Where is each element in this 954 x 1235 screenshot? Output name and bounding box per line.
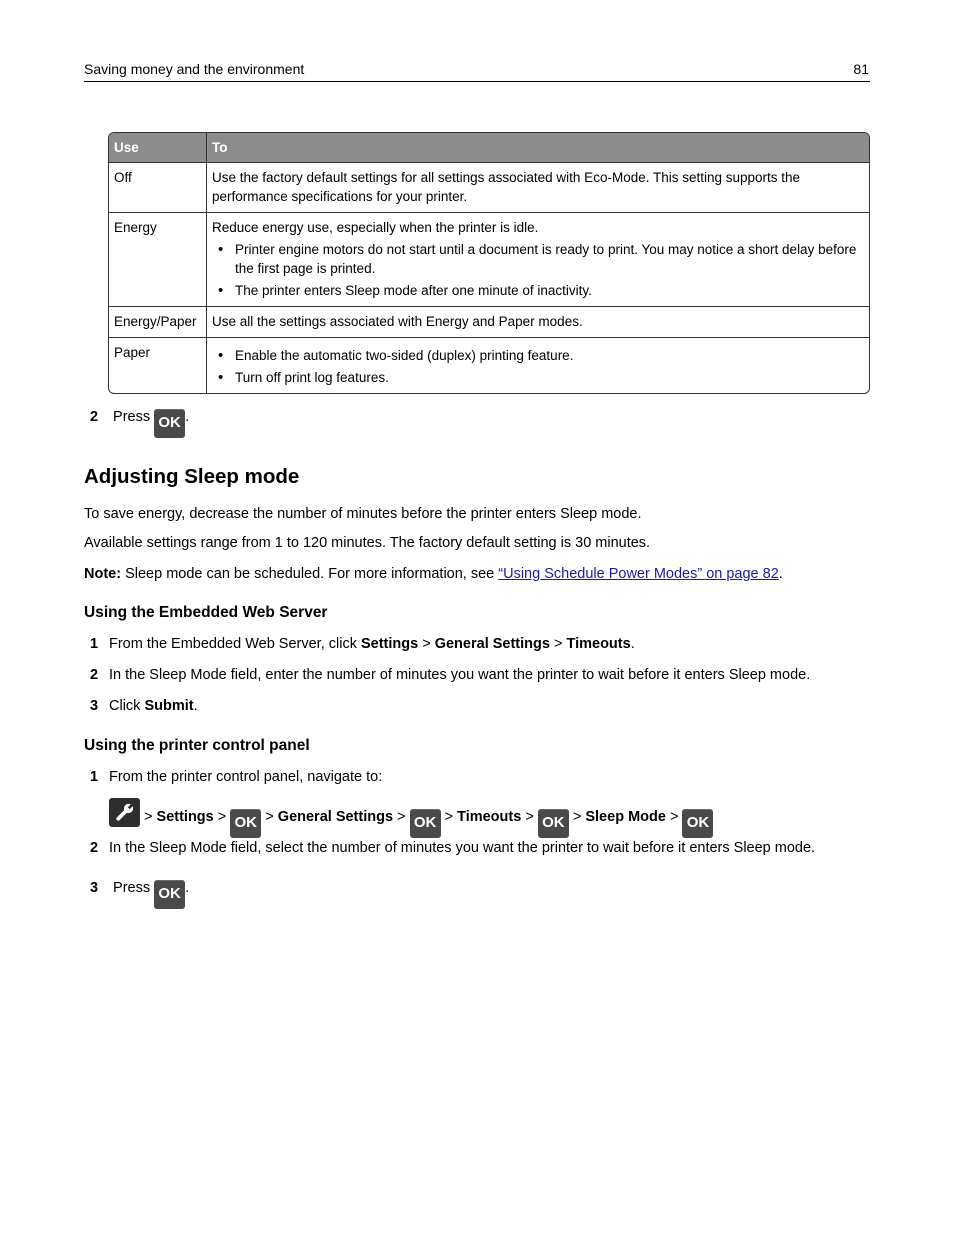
column-header-use: Use xyxy=(109,133,207,162)
ok-button-icon: OK xyxy=(682,809,713,838)
mode-description: Use all the settings associated with Energy and Paper modes. xyxy=(207,306,869,337)
ews-step-1 xyxy=(90,636,635,652)
bullet-list xyxy=(212,346,864,387)
separator: > xyxy=(665,809,683,825)
mode-description: Reduce energy use, especially when the printer is idle. xyxy=(212,220,539,235)
step-text: Press xyxy=(113,880,151,896)
mode-description-cell xyxy=(207,212,869,306)
step-end: . xyxy=(630,636,635,652)
section-title: Adjusting Sleep mode xyxy=(84,465,300,488)
menu-item: Settings xyxy=(360,636,419,652)
separator: > xyxy=(549,636,567,652)
mode-name: Off xyxy=(109,162,207,212)
step-number: 2 xyxy=(90,409,99,425)
table-row xyxy=(109,306,869,337)
table-header-row xyxy=(109,133,869,162)
menu-item: General Settings xyxy=(277,809,394,825)
note-label: Note: xyxy=(84,566,122,582)
list-item: • Enable the automatic two‑sided (duplex) printing feature. xyxy=(230,346,864,365)
step-end: . xyxy=(193,698,198,714)
column-header-to: To xyxy=(207,133,869,162)
separator: > xyxy=(440,809,458,825)
mode-name: Energy xyxy=(109,212,207,306)
ok-button-icon: OK xyxy=(410,809,441,838)
menu-item: Sleep Mode xyxy=(585,809,666,825)
step-text: In the Sleep Mode field, enter the number of minutes you want the printer to wait before it enters Sleep mode. xyxy=(109,667,811,683)
mode-description: Use the factory default settings for all settings associated with Eco‑Mode. This setting supports the performance specifications for your printer. xyxy=(207,162,869,212)
step-text: From the Embedded Web Server, click xyxy=(109,636,361,652)
ok-button-icon: OK xyxy=(154,409,185,438)
running-header-title: Saving money and the environment xyxy=(84,61,305,77)
ews-step-2 xyxy=(90,667,810,683)
step-number: 3 xyxy=(90,698,99,714)
separator: > xyxy=(521,809,538,825)
separator: > xyxy=(140,809,157,825)
list-item: • The printer enters Sleep mode after one minute of inactivity. xyxy=(230,281,864,300)
step-text: Click xyxy=(109,698,145,714)
panel-step-1 xyxy=(90,769,382,785)
step-text: In the Sleep Mode field, select the number of minutes you want the printer to wait before it enters Sleep mode. xyxy=(109,840,816,856)
menu-item: Timeouts xyxy=(566,636,631,652)
mode-description-cell xyxy=(207,337,869,393)
ok-button-icon: OK xyxy=(154,880,185,909)
ok-button-icon: OK xyxy=(230,809,261,838)
table-row xyxy=(109,212,869,306)
header-divider xyxy=(84,81,870,82)
panel-step-2 xyxy=(90,840,815,856)
step-press-ok xyxy=(90,409,189,438)
menu-item: Timeouts xyxy=(457,809,522,825)
step-number: 1 xyxy=(90,636,99,652)
list-item: • Printer engine motors do not start until a document is ready to print. You may notice a short delay before the first page is printed. xyxy=(230,240,864,278)
step-text: Press xyxy=(113,409,151,425)
note-end: . xyxy=(778,566,783,582)
separator: > xyxy=(393,809,410,825)
table-row xyxy=(109,162,869,212)
paragraph: Available settings range from 1 to 120 minutes. The factory default setting is 30 minutes. xyxy=(84,535,651,551)
note-text: Sleep mode can be scheduled. For more information, see xyxy=(121,566,499,582)
ews-step-3 xyxy=(90,698,198,714)
list-item: • Turn off print log features. xyxy=(230,368,864,387)
menu-item: Settings xyxy=(156,809,214,825)
step-text: From the printer control panel, navigate to: xyxy=(109,769,383,785)
paragraph: To save energy, decrease the number of minutes before the printer enters Sleep mode. xyxy=(84,506,642,522)
subsection-title-ews: Using the Embedded Web Server xyxy=(84,604,328,621)
menu-item: Submit xyxy=(144,698,194,714)
separator: > xyxy=(261,809,278,825)
step-number: 1 xyxy=(90,769,99,785)
menu-item: General Settings xyxy=(434,636,550,652)
table-row xyxy=(109,337,869,393)
mode-name: Energy/Paper xyxy=(109,306,207,337)
step-number: 3 xyxy=(90,880,99,896)
step-number: 2 xyxy=(90,667,99,683)
separator: > xyxy=(213,809,231,825)
navigation-path xyxy=(109,798,713,838)
step-end: . xyxy=(185,880,190,896)
step-end: . xyxy=(185,409,190,425)
separator: > xyxy=(568,809,586,825)
eco-mode-table xyxy=(108,132,870,394)
subsection-title-panel: Using the printer control panel xyxy=(84,737,310,754)
separator: > xyxy=(418,636,435,652)
note xyxy=(84,566,783,582)
bullet-list xyxy=(212,240,864,300)
step-number: 2 xyxy=(90,840,99,856)
panel-step-3 xyxy=(90,880,189,909)
ok-button-icon: OK xyxy=(538,809,569,838)
mode-name: Paper xyxy=(109,337,207,393)
wrench-icon xyxy=(109,798,140,827)
page-number: 81 xyxy=(853,61,869,77)
cross-reference-link[interactable]: “Using Schedule Power Modes” on page 82 xyxy=(498,566,779,582)
